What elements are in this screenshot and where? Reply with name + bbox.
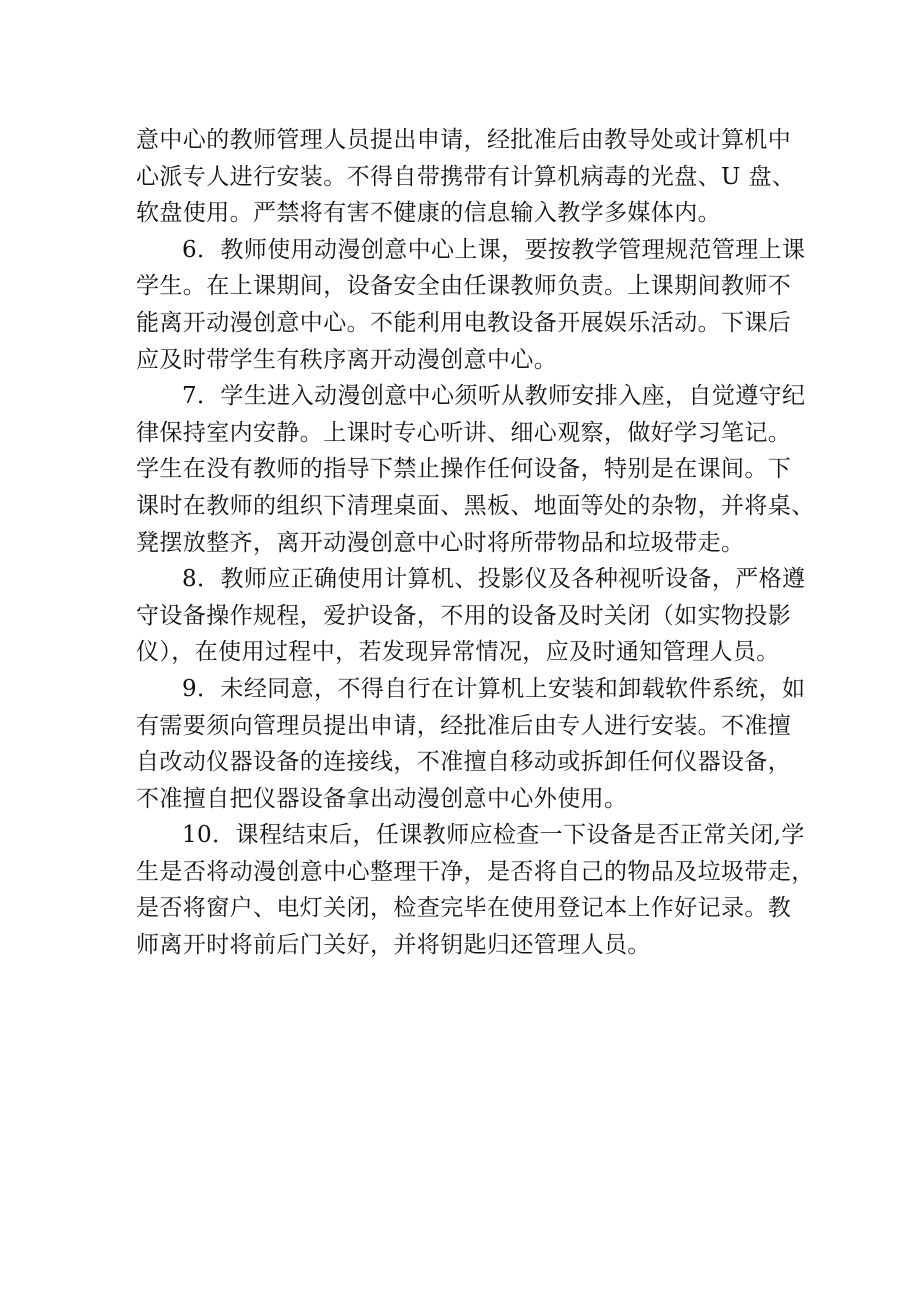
text-line: 意中心的教师管理人员提出申请，经批准后由教导处或计算机中 — [136, 127, 792, 153]
text-line: 7．学生进入动漫创意中心须听从教师安排入座，自觉遵守纪 — [182, 383, 806, 410]
text-line: 9．未经同意，不得自行在计算机上安装和卸载软件系统，如 — [182, 675, 806, 702]
text-line: 师离开时将前后门关好，并将钥匙归还管理人员。 — [136, 932, 651, 959]
text-line: 是否将窗户、电灯关闭，检查完毕在使用登记本上作好记录。教 — [136, 895, 792, 922]
text-line: 学生。在上课期间，设备安全由任课教师负责。上课期间教师不 — [136, 273, 792, 300]
text-line: 能离开动漫创意中心。不能利用电教设备开展娱乐活动。下课后 — [136, 309, 792, 336]
text-line: 10．课程结束后，任课教师应检查一下设备是否正常关闭,学 — [182, 822, 805, 849]
text-line: 6．教师使用动漫创意中心上课，要按教学管理规范管理上课 — [182, 236, 806, 263]
text-line: 8．教师应正确使用计算机、投影仪及各种视听设备，严格遵 — [182, 566, 806, 593]
text-line: 有需要须向管理员提出申请，经批准后由专人进行安装。不准擅 — [136, 712, 792, 739]
text-line: 课时在教师的组织下清理桌面、黑板、地面等处的杂物，并将桌、 — [136, 492, 815, 519]
paragraph-item-9 — [136, 671, 806, 817]
document-body — [136, 122, 815, 964]
text-line: 自改动仪器设备的连接线，不准擅自移动或拆卸任何仪器设备， — [136, 749, 792, 776]
text-line: 仪），在使用过程中，若发现异常情况，应及时通知管理人员。 — [136, 639, 780, 666]
text-line: 学生在没有教师的指导下禁止操作任何设备，特别是在课间。下 — [136, 456, 792, 483]
paragraph-continuation — [136, 122, 796, 232]
text-line: 软盘使用。严禁将有害不健康的信息输入教学多媒体内。 — [136, 200, 721, 227]
text-line: 生是否将动漫创意中心整理干净，是否将自己的物品及垃圾带走， — [136, 858, 815, 885]
text-line: 凳摆放整齐，离开动漫创意中心时将所带物品和垃圾带走。 — [136, 529, 745, 556]
text-line: 不准擅自把仪器设备拿出动漫创意中心外使用。 — [136, 785, 628, 812]
text-line: 守设备操作规程，爱护设备，不用的设备及时关闭（如实物投影 — [136, 602, 792, 629]
text-line: 应及时带学生有秩序离开动漫创意中心。 — [136, 346, 558, 373]
paragraph-item-10 — [136, 817, 815, 963]
text-line: 心派专人进行安装。不得自带携带有计算机病毒的光盘、U 盘、 — [136, 163, 796, 190]
paragraph-item-6 — [136, 232, 806, 378]
paragraph-item-7 — [136, 378, 815, 561]
paragraph-item-8 — [136, 561, 806, 671]
text-line: 律保持室内安静。上课时专心听讲、细心观察，做好学习笔记。 — [136, 419, 792, 446]
